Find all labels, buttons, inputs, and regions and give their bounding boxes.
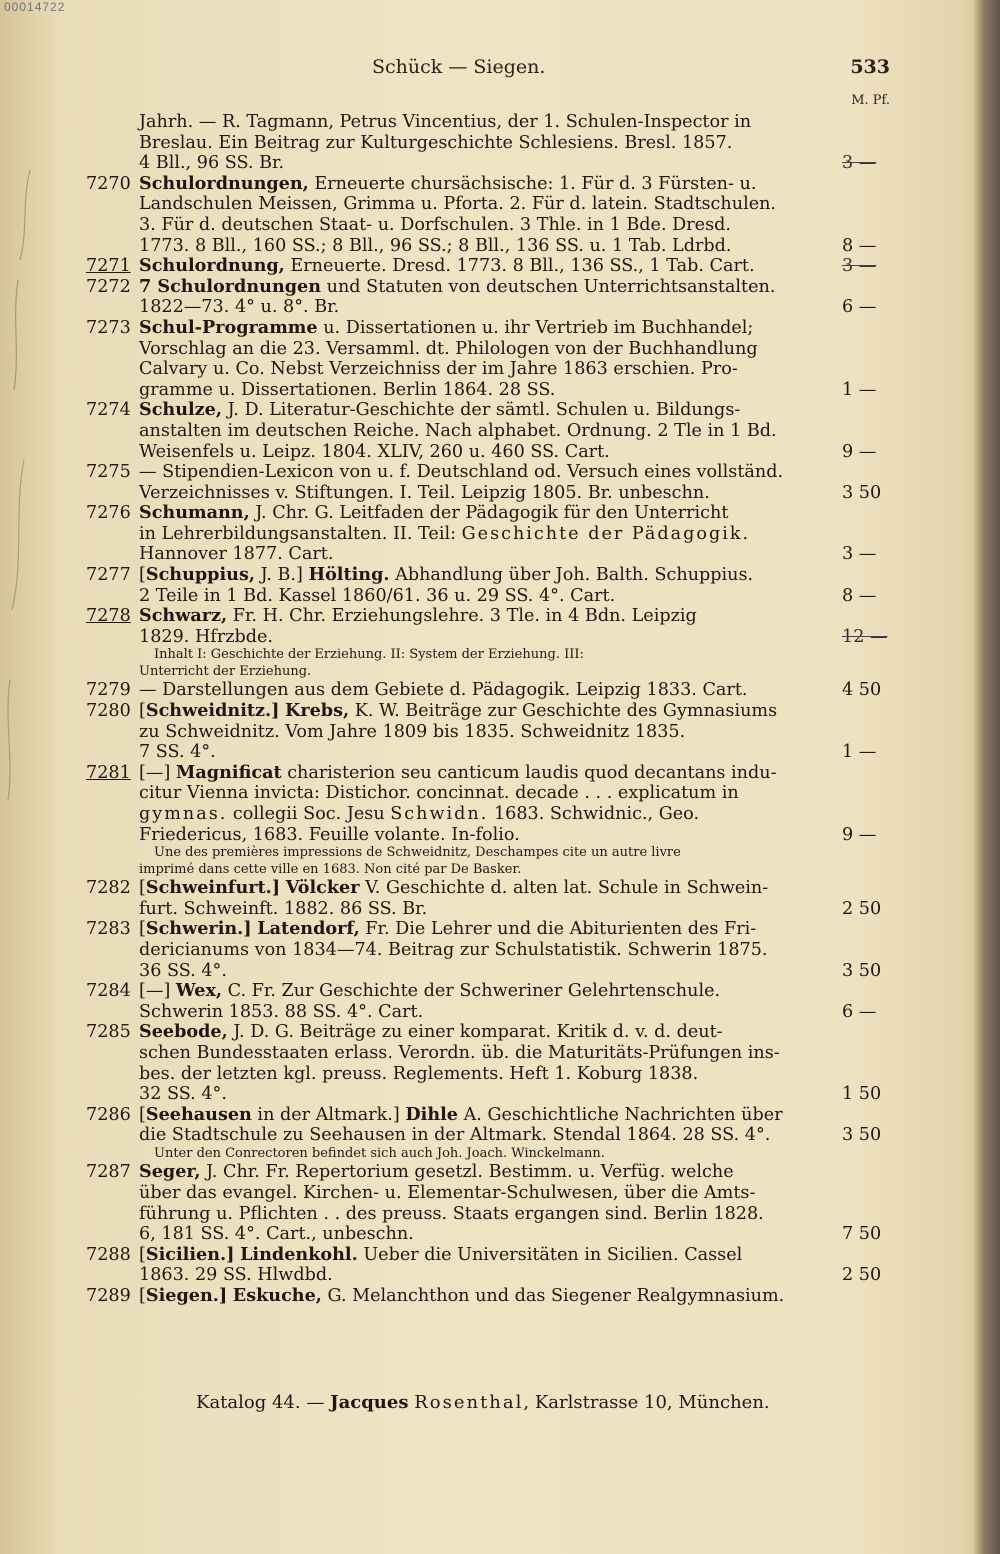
entry-author: Schwarz, — [139, 605, 228, 627]
entry-line — [86, 742, 906, 763]
entry-price: 2 50 — [842, 1265, 882, 1286]
entry-author: Schulze, — [139, 399, 222, 421]
entry-author: Sicilien.] — [145, 1243, 235, 1265]
entry-note: imprimé dans cette ville en 1683. Non cité par De Basker. — [139, 861, 522, 877]
entry-text: Abhandlung über Joh. Balth. Schuppius. — [389, 565, 754, 586]
entry-number: 7280 — [86, 701, 131, 722]
entry-line — [86, 153, 906, 174]
entry-text: [ — [139, 919, 146, 940]
entry-author: Schul-Programme — [139, 316, 318, 338]
entry-price: 7 50 — [842, 1224, 882, 1245]
entry-author: Schulordnungen, — [139, 172, 309, 194]
entry-number: 7289 — [86, 1285, 131, 1306]
entry-text: [ — [139, 1104, 146, 1125]
entry-line — [86, 544, 906, 565]
entry-line — [86, 359, 906, 380]
entry-text: charisterion seu canticum laudis quod decantans indu- — [281, 762, 777, 783]
entry-line — [86, 1162, 906, 1183]
entry-author: Krebs, — [285, 700, 350, 722]
entry-number: 7278 — [86, 606, 131, 627]
entry-line — [86, 722, 906, 743]
page-header — [0, 56, 1000, 86]
entry-line — [86, 1245, 906, 1266]
entry-price: 3 50 — [842, 960, 882, 981]
catalog-entry — [86, 174, 906, 256]
entry-line — [86, 1002, 906, 1023]
catalog-entry — [86, 878, 906, 919]
entry-text: J. D. Literatur-Geschichte der sämtl. Schulen u. Bildungs- — [222, 400, 741, 421]
entry-line — [86, 981, 906, 1002]
entry-text: Erneuerte chursächsische: 1. Für d. 3 Fürsten- u. — [308, 173, 757, 194]
entry-price: 4 50 — [842, 680, 882, 701]
entry-line — [86, 442, 906, 463]
entry-text: 36 SS. 4°. — [139, 960, 227, 981]
entry-text: 1822—73. 4° u. 8°. Br. — [139, 297, 340, 318]
entry-author: Eskuche, — [232, 1284, 322, 1306]
entry-line — [86, 1022, 906, 1043]
entry-line — [86, 565, 906, 586]
entry-line — [86, 783, 906, 804]
entry-author: Seehausen — [145, 1103, 252, 1125]
entry-text: Erneuerte. Dresd. 1773. 8 Bll., 136 SS., 1 Tab. Cart. — [284, 256, 755, 277]
entry-line — [86, 174, 906, 195]
entry-text: gramme u. Dissertationen. Berlin 1864. 28 SS. — [139, 379, 556, 400]
entry-line — [86, 400, 906, 421]
footer-publisher-first: Jacques — [330, 1392, 409, 1413]
entry-text: G. Melanchthon und das Siegener Realgymnasium. — [321, 1285, 785, 1306]
entry-text: [ — [139, 701, 146, 722]
entry-number: 7270 — [86, 173, 131, 194]
entry-price: 1 50 — [842, 1084, 882, 1105]
book-binding — [974, 0, 1000, 1554]
entry-author: Lindenkohl. — [240, 1243, 358, 1265]
entry-line — [86, 483, 906, 504]
running-title: Schück — Siegen. — [372, 56, 546, 78]
catalog-entries — [86, 112, 906, 1307]
entry-number: 7277 — [86, 565, 131, 586]
entry-text: furt. Schweinft. 1882. 86 SS. Br. — [139, 898, 428, 919]
entry-text: und Statuten von deutschen Unterrichtsanstalten. — [321, 276, 776, 297]
entry-text: die Stadtschule zu Seehausen in der Altmark. Stendal 1864. 28 SS. 4°. — [139, 1125, 771, 1146]
entry-line — [86, 215, 906, 236]
entry-line — [86, 380, 906, 401]
entry-line — [86, 825, 906, 846]
entry-text: — Stipendien-Lexicon von u. f. Deutschland od. Versuch eines vollständ. — [139, 462, 784, 483]
entry-text: Verzeichnisses v. Stiftungen. I. Teil. Leipzig 1805. Br. unbeschn. — [139, 482, 710, 503]
entry-text: dericianums von 1834—74. Beitrag zur Schulstatistik. Schwerin 1875. — [139, 939, 768, 960]
entry-author: Wex, — [175, 980, 223, 1002]
entry-number: 7285 — [86, 1022, 131, 1043]
entry-text: C. Fr. Zur Geschichte der Schweriner Gelehrtenschule. — [222, 981, 721, 1002]
catalog-entry — [86, 318, 906, 400]
entry-text: J. B.] — [255, 565, 309, 586]
entry-number: 7281 — [86, 762, 131, 783]
entry-author: Schuppius, — [145, 564, 255, 586]
entry-number: 7272 — [86, 276, 131, 297]
entry-text: A. Geschichtliche Nachrichten über — [458, 1104, 783, 1125]
entry-text: Vorschlag an die 23. Versamml. dt. Philologen von der Buchhandlung — [139, 338, 758, 359]
entry-line — [86, 277, 906, 298]
entry-line — [86, 133, 906, 154]
entry-number: 7288 — [86, 1244, 131, 1265]
catalog-entry — [86, 763, 906, 878]
entry-author: Seger, — [139, 1161, 201, 1183]
entry-line — [86, 804, 906, 825]
catalog-entry — [86, 680, 906, 701]
entry-spaced-text: Geschichte der Pädagogik. — [461, 523, 751, 544]
entry-text: 2 Teile in 1 Bd. Kassel 1860/61. 36 u. 29 SS. 4°. Cart. — [139, 585, 616, 606]
page-number: 533 — [850, 56, 890, 78]
entry-text: führung u. Pflichten . . des preuss. Staats ergangen sind. Berlin 1828. — [139, 1203, 764, 1224]
entry-author: Magnificat — [175, 761, 282, 783]
catalog-entry — [86, 1286, 906, 1307]
entry-line — [86, 680, 906, 701]
entry-text: [ — [139, 565, 146, 586]
entry-author: Dihle — [405, 1103, 458, 1125]
entry-line — [86, 1183, 906, 1204]
entry-text: [ — [139, 1285, 146, 1306]
entry-line — [86, 503, 906, 524]
entry-line — [86, 961, 906, 982]
entry-text: Fr. H. Chr. Erziehungslehre. 3 Tle. in 4 Bdn. Leipzig — [227, 606, 697, 627]
entry-note: Inhalt I: Geschichte der Erziehung. II: System der Erziehung. III: — [154, 647, 584, 663]
entry-text: 4 Bll., 96 SS. Br. — [139, 153, 285, 174]
entry-text: Fr. Die Lehrer und die Abiturienten des Fri- — [359, 919, 757, 940]
entry-text: über das evangel. Kirchen- u. Elementar-Schulwesen, über die Amts- — [139, 1183, 756, 1203]
entry-text: bes. der letzten kgl. preuss. Reglements. Heft 1. Koburg 1838. — [139, 1063, 699, 1084]
entry-author: Hölting. — [308, 564, 390, 586]
entry-text: K. W. Beiträge zur Geschichte des Gymnasiums — [349, 701, 778, 722]
entry-price: 6 — — [842, 1001, 877, 1022]
entry-price: 3 — — [842, 544, 877, 565]
catalog-entry — [86, 981, 906, 1022]
entry-number: 7286 — [86, 1104, 131, 1125]
entry-line — [86, 297, 906, 318]
catalog-entry — [86, 565, 906, 606]
entry-text: anstalten im deutschen Reiche. Nach alphabet. Ordnung. 2 Tle in 1 Bd. — [139, 420, 777, 441]
entry-text: 1829. Hfrzbde. — [139, 626, 274, 647]
entry-line — [86, 112, 906, 133]
entry-author: Schulordnung, — [139, 255, 285, 277]
entry-text: zu Schweidnitz. Vom Jahre 1809 bis 1835. Schweidnitz 1835. — [139, 721, 686, 742]
page-footer — [196, 1392, 770, 1413]
entry-line — [86, 701, 906, 722]
entry-price: 3 50 — [842, 482, 882, 503]
entry-author: Schwerin.] — [145, 918, 252, 940]
entry-line — [86, 1224, 906, 1245]
entry-price: 6 — — [842, 297, 877, 318]
catalog-entry — [86, 606, 906, 680]
entry-text: u. Dissertationen u. ihr Vertrieb im Buchhandel; — [317, 317, 754, 338]
entry-text: Calvary u. Co. Nebst Verzeichniss der im Jahre 1863 erschien. Pro- — [139, 359, 738, 380]
entry-price: 1 — — [842, 742, 877, 763]
entry-text: 1773. 8 Bll., 160 SS.; 8 Bll., 96 SS.; 8 Bll., 136 SS. u. 1 Tab. Ldrbd. — [139, 235, 732, 256]
library-stamp: 00014722 — [4, 0, 66, 14]
catalog-entry — [86, 503, 906, 565]
entry-price: 9 — — [842, 824, 877, 845]
entry-text: Landschulen Meissen, Grimma u. Pforta. 2. Für d. latein. Stadtschulen. — [139, 194, 777, 215]
entry-price: 12 — — [842, 626, 888, 647]
entry-line — [86, 1084, 906, 1105]
entry-line — [86, 940, 906, 961]
entry-author: Latendorf, — [257, 918, 360, 940]
entry-note: Unter den Conrectoren befindet sich auch Joh. Joach. Winckelmann. — [154, 1145, 605, 1161]
catalog-entry — [86, 256, 906, 277]
entry-text: citur Vienna invicta: Distichor. concinnat. decade . . . explicatum in — [139, 783, 739, 804]
entry-text: Weisenfels u. Leipz. 1804. XLIV, 260 u. 460 SS. Cart. — [139, 441, 610, 462]
entry-number: 7276 — [86, 503, 131, 524]
entry-text: schen Bundesstaaten erlass. Verordn. üb. die Maturitäts-Prüfungen ins- — [139, 1042, 780, 1063]
catalog-entry — [86, 1245, 906, 1286]
entry-spaced-text: Schwidn. — [390, 804, 489, 824]
entry-line — [86, 878, 906, 899]
entry-number: 7287 — [86, 1162, 131, 1183]
currency-column-label: M. Pf. — [851, 93, 890, 108]
entry-text: 3. Für d. deutschen Staat- u. Dorfschulen. 3 Thle. in 1 Bde. Dresd. — [139, 214, 731, 235]
entry-price: 3 50 — [842, 1125, 882, 1146]
entry-author: Schweinfurt.] — [145, 877, 281, 899]
entry-text: 1683. Schwidnic., Geo. — [488, 804, 700, 824]
catalog-entry — [86, 701, 906, 763]
entry-text: [ — [139, 1244, 146, 1265]
entry-text: 7 SS. 4°. — [139, 742, 216, 763]
entry-line — [86, 919, 906, 940]
entry-number: 7271 — [86, 256, 131, 277]
entry-number: 7279 — [86, 680, 131, 701]
entry-text: collegii Soc. Jesu — [227, 804, 391, 824]
entry-text: J. D. G. Beiträge zu einer komparat. Kritik d. v. d. deut- — [227, 1022, 723, 1043]
entry-text: [—] — [139, 762, 176, 783]
entry-text: [—] — [139, 981, 176, 1002]
entry-line — [86, 524, 906, 545]
entry-number: 7274 — [86, 400, 131, 421]
entry-text: V. Geschichte d. alten lat. Schule in Schwein- — [359, 878, 769, 899]
entry-number: 7273 — [86, 317, 131, 338]
entry-price: 8 — — [842, 585, 877, 606]
entry-text: Schwerin 1853. 88 SS. 4°. Cart. — [139, 1001, 424, 1022]
footer-publisher-last: Rosenthal — [414, 1392, 524, 1413]
entry-text: in der Altmark.] — [251, 1104, 406, 1125]
entry-author: Seebode, — [139, 1021, 228, 1043]
entry-line — [86, 1265, 906, 1286]
entry-line — [86, 318, 906, 339]
entry-number: 7283 — [86, 919, 131, 940]
entry-price: 9 — — [842, 441, 877, 462]
entry-text: J. Chr. Fr. Repertorium gesetzl. Bestimm. u. Verfüg. welche — [200, 1162, 734, 1183]
entry-text: 1863. 29 SS. Hlwdbd. — [139, 1265, 333, 1286]
entry-line — [86, 421, 906, 442]
entry-spaced-text: gymnas. — [139, 804, 228, 824]
entry-text: 6, 181 SS. 4°. Cart., unbeschn. — [139, 1224, 414, 1245]
entry-line — [86, 1125, 906, 1146]
footer-prefix: Katalog 44. — — [196, 1392, 331, 1413]
entry-price: 3 — — [842, 153, 877, 174]
entry-author: Schumann, — [139, 502, 250, 524]
entry-price: 8 — — [842, 235, 877, 256]
entry-line — [86, 899, 906, 920]
entry-text: Ueber die Universitäten in Sicilien. Cassel — [357, 1244, 743, 1265]
catalog-entry — [86, 462, 906, 503]
entry-line — [86, 1286, 906, 1307]
entry-line — [86, 606, 906, 627]
entry-line — [86, 339, 906, 360]
entry-price: 1 — — [842, 379, 877, 400]
entry-text: — Darstellungen aus dem Gebiete d. Pädagogik. Leipzig 1833. Cart. — [139, 680, 748, 701]
entry-text: Jahrh. — R. Tagmann, Petrus Vincentius, der 1. Schulen-Inspector in — [139, 112, 752, 132]
entry-text: J. Chr. G. Leitfaden der Pädagogik für den Unterricht — [249, 503, 729, 524]
entry-author: 7 Schulordnungen — [139, 275, 322, 297]
catalog-entry — [86, 277, 906, 318]
entry-text: Breslau. Ein Beitrag zur Kulturgeschichte Schlesiens. Bresl. 1857. — [139, 132, 733, 153]
entry-line — [86, 194, 906, 215]
entry-author: Siegen.] — [145, 1284, 228, 1306]
entry-line — [86, 236, 906, 257]
entry-line — [86, 1043, 906, 1064]
footer-address: , Karlstrasse 10, München. — [523, 1392, 770, 1413]
entry-number: 7284 — [86, 981, 131, 1002]
entry-note: Unterricht der Erziehung. — [139, 663, 312, 679]
catalog-entry — [86, 919, 906, 981]
entry-price: 2 50 — [842, 898, 882, 919]
entry-line — [86, 1064, 906, 1085]
entry-text: [ — [139, 878, 146, 899]
entry-number: 7282 — [86, 878, 131, 899]
catalog-entry — [86, 1105, 906, 1163]
entry-text: in Lehrerbildungsanstalten. II. Teil: — [139, 523, 462, 544]
entry-text: Hannover 1877. Cart. — [139, 544, 334, 565]
entry-line — [86, 586, 906, 607]
catalog-entry — [86, 1162, 906, 1244]
entry-note: Une des premières impressions de Schweidnitz, Deschampes cite un autre livre — [154, 845, 681, 861]
entry-line — [86, 462, 906, 483]
entry-text: 32 SS. 4°. — [139, 1084, 227, 1105]
catalog-entry — [86, 112, 906, 174]
entry-line — [86, 763, 906, 784]
entry-number: 7275 — [86, 462, 131, 483]
catalog-entry — [86, 400, 906, 462]
entry-price: 3 — — [842, 256, 877, 277]
entry-text: Friedericus, 1683. Feuille volante. In-folio. — [139, 824, 520, 845]
entry-author: Völcker — [285, 877, 360, 899]
entry-line — [86, 1105, 906, 1126]
entry-line — [86, 627, 906, 648]
entry-author: Schweidnitz.] — [145, 700, 280, 722]
margin-pencil-marks — [0, 160, 70, 1160]
entry-line — [86, 256, 906, 277]
catalog-entry — [86, 1022, 906, 1104]
entry-line — [86, 1204, 906, 1225]
